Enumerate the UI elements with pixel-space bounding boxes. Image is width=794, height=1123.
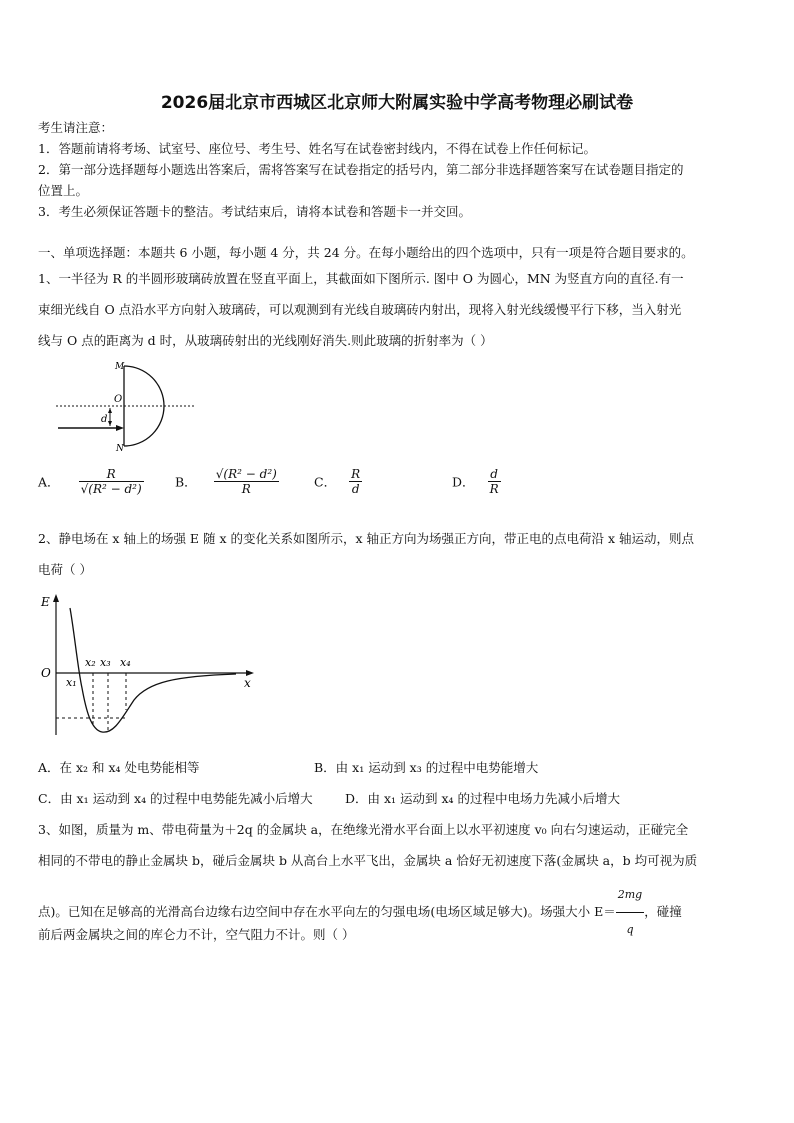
q1-option-b-den: R — [214, 481, 279, 496]
q1-option-c[interactable] — [314, 467, 362, 496]
q1-option-d-den: R — [489, 482, 499, 496]
q3-text-line4: 前后两金属块之间的库仑力不计，空气阻力不计。则（ ） — [38, 927, 355, 942]
q1-option-d-num: d — [490, 467, 498, 481]
q2-graph-label-x2: x₂ — [85, 656, 96, 669]
q1-text-line2: 束细光线自 O 点沿水平方向射入玻璃砖，可以观测到有光线自玻璃砖内射出，现将入射光线缓慢平行下移，当入射光 — [38, 302, 682, 317]
q3-text-line2: 相同的不带电的静止金属块 b，碰后金属块 b 从高台上水平飞出，金属块 a 恰好无初速度下落(金属块 a，b 均可视为质 — [38, 853, 698, 868]
q2-graph-label-x1: x₁ — [66, 676, 77, 689]
q1-text-line3: 线与 O 点的距离为 d 时，从玻璃砖射出的光线刚好消失.则此玻璃的折射率为（ ） — [38, 333, 493, 348]
q2-text-line1: 2、静电场在 x 轴上的场强 E 随 x 的变化关系如图所示，x 轴正方向为场强正方向，带正电的点电荷沿 x 轴运动，则点 — [38, 531, 695, 546]
q1-option-c-label: C． — [314, 474, 337, 490]
q2-graph-label-x3: x₃ — [100, 656, 111, 669]
q1-option-a-label: A． — [38, 474, 60, 490]
notice-item-2: 2．第一部分选择题每小题选出答案后，需将答案写在试卷指定的括号内，第二部分非选择题答案写在试卷题目指定的 — [38, 162, 684, 177]
q2-graph-label-x4: x₄ — [120, 656, 131, 669]
q3-field-frac-den: q — [616, 912, 644, 947]
q2-text-line2: 电荷（ ） — [38, 562, 92, 577]
q1-option-d[interactable] — [452, 467, 501, 496]
q2-field-graph — [36, 590, 261, 745]
q2-option-b[interactable]: B．由 x₁ 运动到 x₃ 的过程中电势能增大 — [314, 760, 539, 775]
q1-option-b-label: B． — [175, 474, 197, 490]
q2-option-d[interactable]: D．由 x₁ 运动到 x₄ 的过程中电场力先减小后增大 — [345, 791, 621, 806]
q1-fig-label-N: N — [116, 444, 124, 453]
q1-fig-label-d: d — [101, 414, 108, 425]
q1-fig-label-O: O — [114, 394, 123, 405]
q1-option-d-label: D． — [452, 474, 475, 490]
q1-option-b[interactable] — [175, 467, 279, 496]
q1-glass-figure — [50, 358, 210, 453]
notice-item-3: 3．考生必须保证答题卡的整洁。考试结束后，请将本试卷和答题卡一并交回。 — [38, 204, 471, 219]
q2-option-c[interactable]: C．由 x₁ 运动到 x₄ 的过程中电势能先减小后增大 — [38, 791, 313, 806]
notice-heading: 考生请注意： — [38, 120, 114, 135]
q1-option-a-num: R — [106, 467, 116, 481]
page-title: 2026届北京市西城区北京师大附属实验中学高考物理必刷试卷 — [160, 93, 634, 113]
q1-text-line1: 1、一半径为 R 的半圆形玻璃砖放置在竖直平面上，其截面如下图所示. 图中 O 为圆心，MN 为竖直方向的直径.有一 — [38, 271, 684, 286]
q3-text-line3a: 点)。已知在足够高的光滑高台边缘右边空间中存在水平向左的匀强电场(电场区域足够大)。场强大小 E＝ — [38, 904, 616, 919]
q2-graph-label-E: E — [41, 595, 50, 609]
q2-graph-label-O: O — [41, 666, 51, 680]
q2-graph-label-x: x — [244, 676, 251, 690]
q1-option-a-den: √(R² − d²) — [80, 482, 142, 496]
q1-option-c-den: d — [349, 481, 362, 496]
section-heading: 一、单项选择题：本题共 6 小题，每小题 4 分，共 24 分。在每小题给出的四个选项中，只有一项是符合题目要求的。 — [38, 245, 694, 260]
notice-item-1: 1．答题前请将考场、试室号、座位号、考生号、姓名写在试卷密封线内，不得在试卷上作任何标记。 — [38, 141, 596, 156]
notice-item-2-cont: 位置上。 — [38, 183, 89, 198]
q3-field-frac-num: 2mg — [617, 888, 643, 901]
q1-option-b-num: √(R² − d²) — [215, 467, 277, 481]
q3-text-line3b: ，碰撞 — [644, 904, 682, 919]
q1-fig-label-M: M — [115, 362, 125, 372]
q1-option-c-num: R — [351, 467, 361, 481]
q1-option-a[interactable] — [38, 467, 144, 496]
q3-text-line1: 3、如图，质量为 m、带电荷量为＋2q 的金属块 a，在绝缘光滑水平台面上以水平初速度 v₀ 向右匀速运动，正碰完全 — [38, 822, 689, 837]
q2-option-a[interactable]: A．在 x₂ 和 x₄ 处电势能相等 — [38, 760, 200, 775]
